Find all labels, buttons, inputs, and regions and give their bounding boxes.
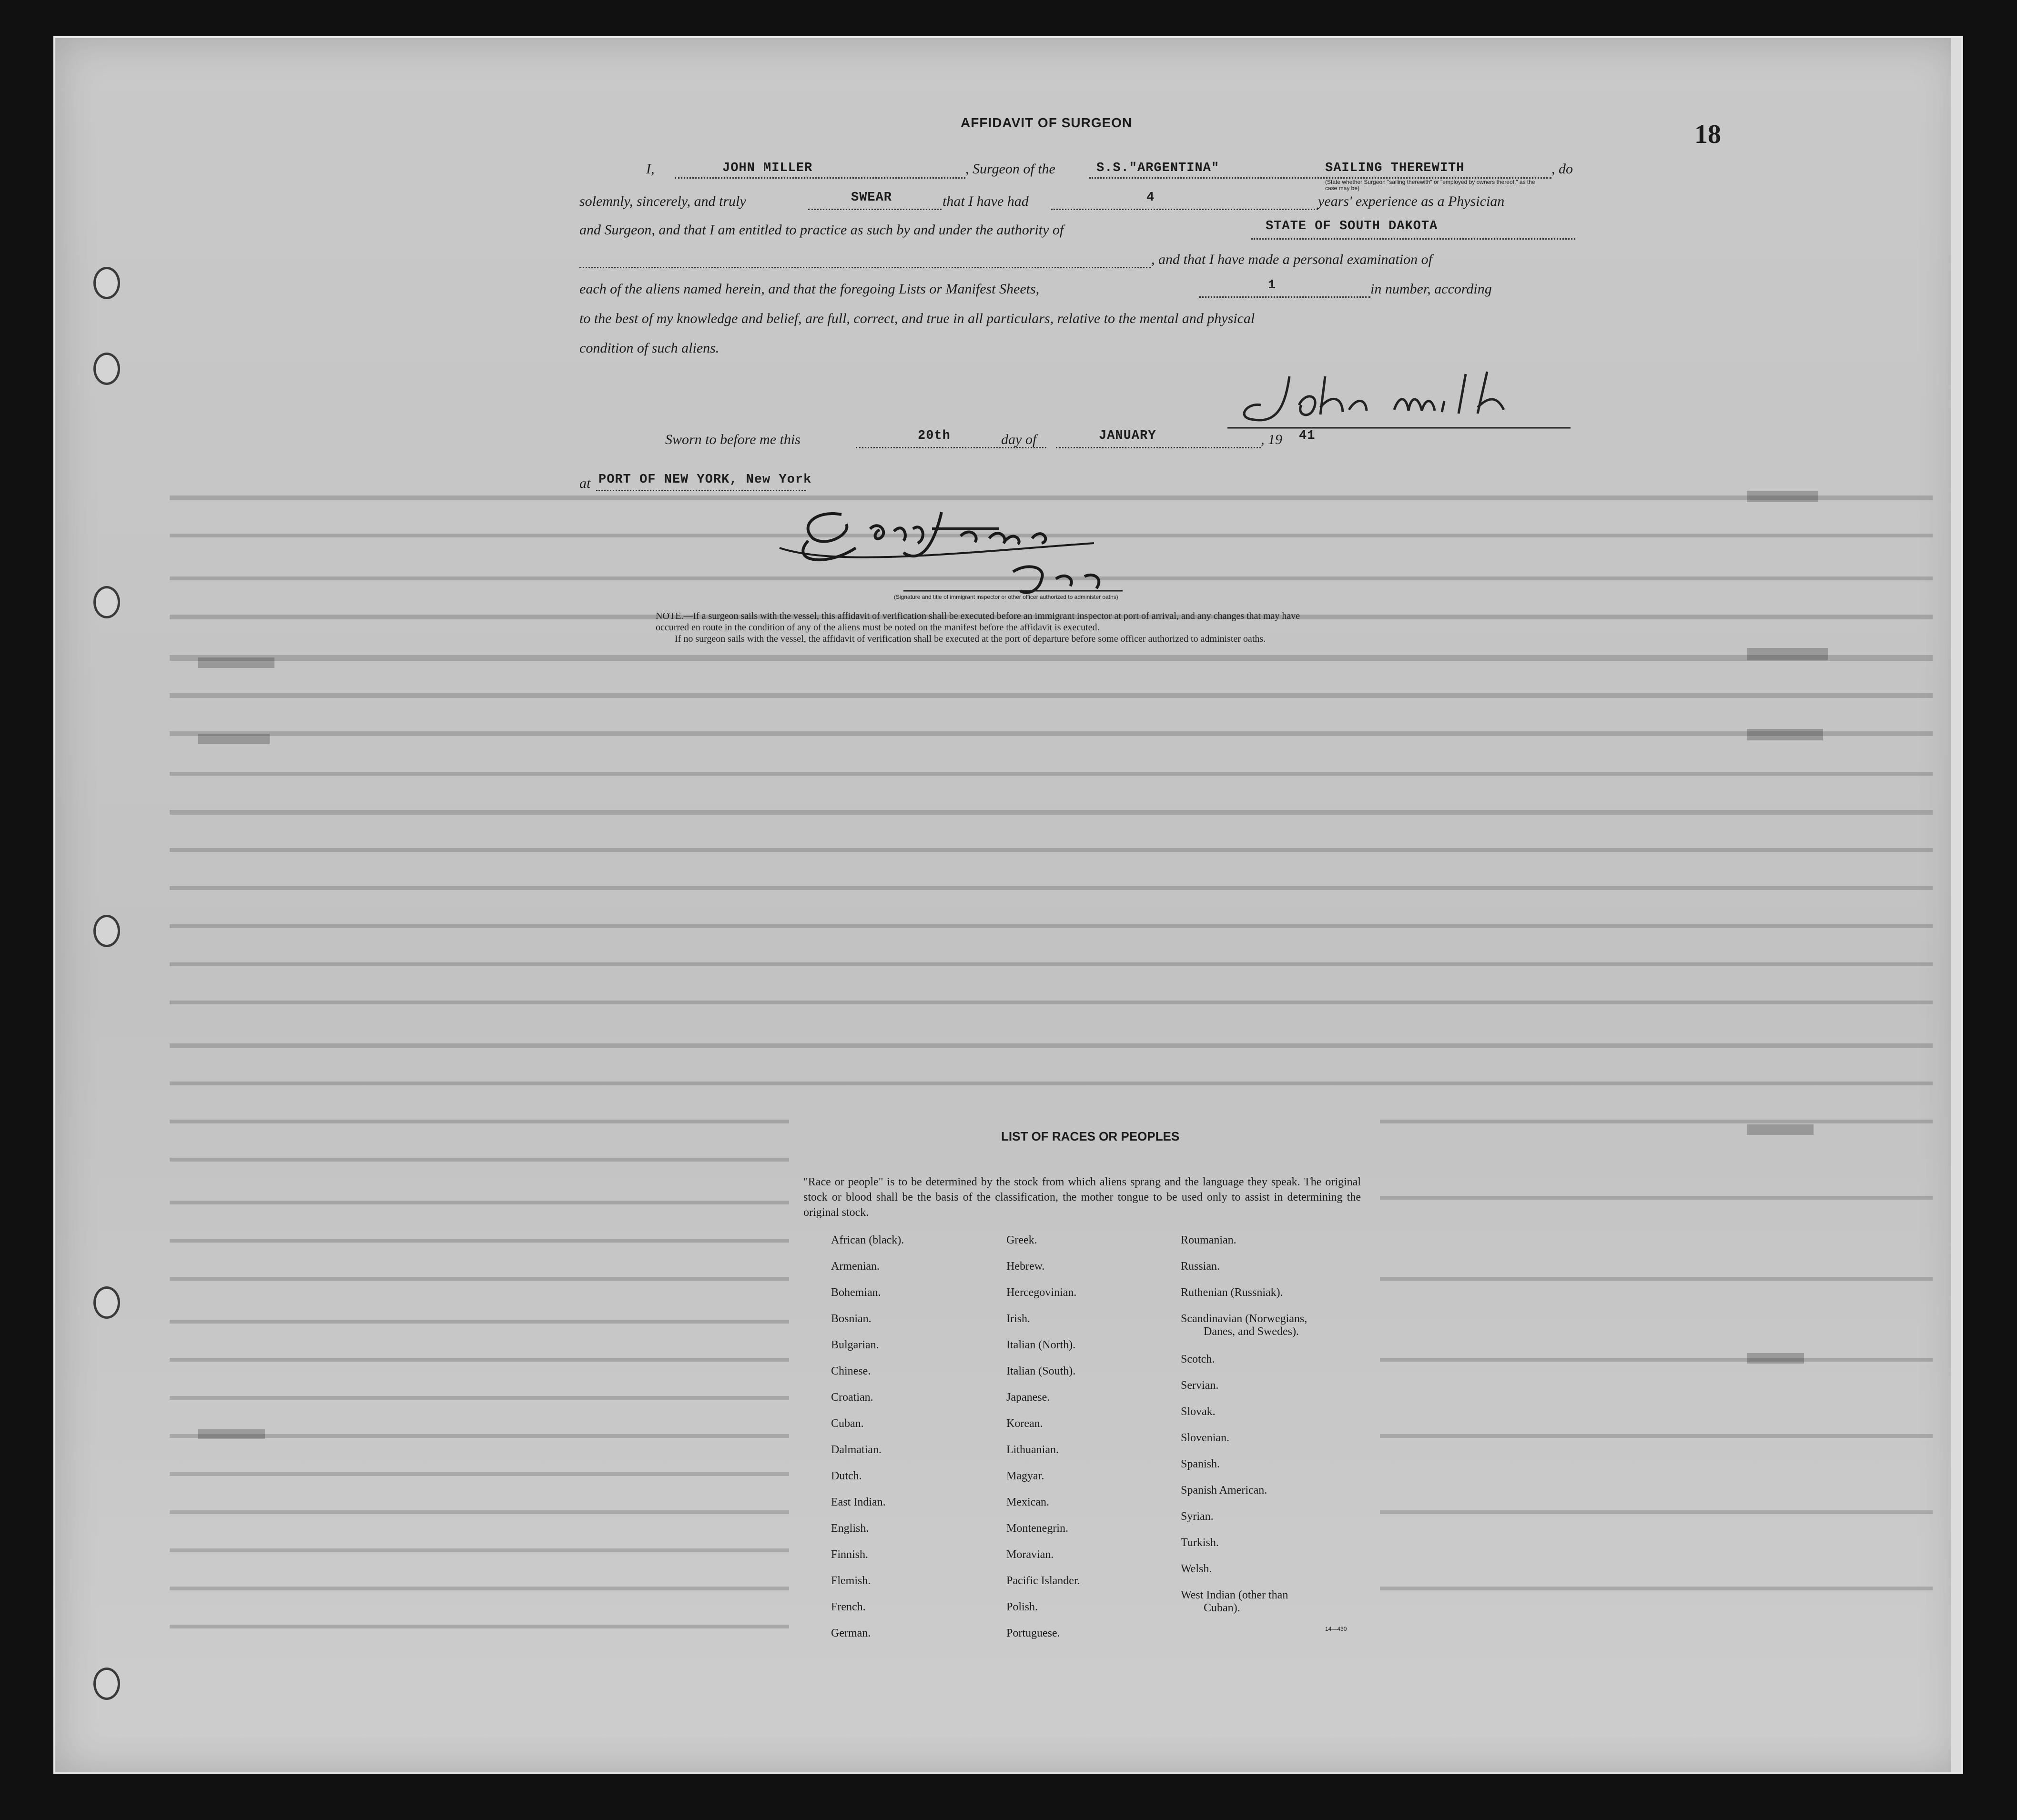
race-item: French. <box>831 1601 866 1613</box>
race-item: Finnish. <box>831 1548 869 1561</box>
race-item: Spanish. <box>1181 1458 1220 1470</box>
race-item: Dalmatian. <box>831 1444 882 1456</box>
race-item: Scandinavian (Norwegians, <box>1181 1313 1308 1325</box>
manifest-sheet-count: 1 <box>1268 278 1277 293</box>
line2-mid: that I have had <box>943 193 1029 209</box>
line7: condition of such aliens. <box>579 340 720 356</box>
sworn-mid: day of <box>1001 432 1037 447</box>
sheets-line <box>1199 296 1370 298</box>
race-item: Bulgarian. <box>831 1339 879 1351</box>
line2-end: years' experience as a Physician <box>1318 193 1505 209</box>
sworn-year-suffix: 41 <box>1299 429 1316 443</box>
race-item: Cuban). <box>1204 1602 1240 1614</box>
race-item: Irish. <box>1006 1313 1030 1325</box>
line1-mid: , Surgeon of the <box>965 161 1055 177</box>
authority-line <box>1251 238 1575 240</box>
note-line3: If no surgeon sails with the vessel, the affidavit of verification shall be executed at the port of departure before some officer authorized to administer oaths. <box>675 634 1266 644</box>
race-item: Montenegrin. <box>1006 1522 1068 1535</box>
races-title: LIST OF RACES OR PEOPLES <box>1001 1129 1180 1143</box>
form-code: 14—430 <box>1325 1626 1347 1632</box>
race-item: Spanish American. <box>1181 1484 1267 1496</box>
race-item: Portuguese. <box>1006 1627 1060 1639</box>
race-item: Scotch. <box>1181 1353 1215 1365</box>
line5-end: in number, according <box>1370 281 1492 297</box>
line1-pre: I, <box>646 161 655 177</box>
surgeon-status: SAILING THEREWITH <box>1325 161 1465 175</box>
race-item: Hercegovinian. <box>1006 1286 1077 1299</box>
line4-end: , and that I have made a personal examination of <box>1151 252 1432 267</box>
race-item: German. <box>831 1627 871 1639</box>
place-line <box>596 490 806 491</box>
race-item: Servian. <box>1181 1379 1219 1392</box>
race-item: Roumanian. <box>1181 1234 1237 1246</box>
note-line2: occurred en route in the condition of any of the aliens must be noted on the manifest before the affidavit is executed. <box>656 622 1100 633</box>
race-item: Flemish. <box>831 1575 871 1587</box>
line6: to the best of my knowledge and belief, are full, correct, and true in all particulars, relative to the mental and physical <box>579 311 1255 326</box>
races-intro: "Race or people" is to be determined by the stock from which aliens sprang and the language they speak. The original stock or blood shall be the basis of the classification, the mother tongue to be used only to assist in determining the original stock. <box>803 1176 1361 1219</box>
race-item: Italian (North). <box>1006 1339 1076 1351</box>
race-item: Slovak. <box>1181 1405 1216 1418</box>
race-item: Bohemian. <box>831 1286 881 1299</box>
years-line <box>1051 209 1318 210</box>
race-item: Bosnian. <box>831 1313 872 1325</box>
race-item: Italian (South). <box>1006 1365 1076 1377</box>
surgeon-name-line <box>675 177 965 179</box>
line3-pre: and Surgeon, and that I am entitled to practice as such by and under the authority of <box>579 222 1064 238</box>
race-item: East Indian. <box>831 1496 886 1508</box>
affidavit-title: AFFIDAVIT OF SURGEON <box>961 115 1133 130</box>
licensing-authority: STATE OF SOUTH DAKOTA <box>1266 219 1438 233</box>
race-item: Moravian. <box>1006 1548 1054 1561</box>
race-item: Armenian. <box>831 1260 880 1273</box>
oath-line <box>808 209 942 210</box>
race-item: Croatian. <box>831 1391 873 1404</box>
race-item: Russian. <box>1181 1260 1220 1273</box>
vessel-name: S.S."ARGENTINA" <box>1096 161 1220 175</box>
sworn-pre: Sworn to before me this <box>665 432 801 447</box>
race-item: English. <box>831 1522 869 1535</box>
years-experience: 4 <box>1146 191 1155 205</box>
race-item: Syrian. <box>1181 1510 1214 1523</box>
race-item: Chinese. <box>831 1365 871 1377</box>
race-item: Pacific Islander. <box>1006 1575 1080 1587</box>
race-item: Mexican. <box>1006 1496 1049 1508</box>
bleed-through-texture <box>55 38 1961 1772</box>
race-item: Polish. <box>1006 1601 1038 1613</box>
race-item: Japanese. <box>1006 1391 1050 1404</box>
race-item: Cuban. <box>831 1417 864 1430</box>
line2-pre: solemnly, sincerely, and truly <box>579 193 746 209</box>
race-item: Greek. <box>1006 1234 1037 1246</box>
line4-blank <box>579 267 1151 268</box>
race-item: Korean. <box>1006 1417 1043 1430</box>
line1-end: , do <box>1551 161 1573 177</box>
sworn-day: 20th <box>918 429 951 443</box>
race-item: Hebrew. <box>1006 1260 1045 1273</box>
sworn-month: JANUARY <box>1099 429 1156 443</box>
place-value: PORT OF NEW YORK, New York <box>598 473 812 487</box>
race-item: Magyar. <box>1006 1470 1044 1482</box>
race-item: Danes, and Swedes). <box>1204 1325 1299 1338</box>
vessel-line <box>1089 177 1328 179</box>
status-note: (State whether Surgeon "sailing therewith" or "employed by owners thereof," as the case may be) <box>1325 179 1535 192</box>
race-item: West Indian (other than <box>1181 1589 1288 1601</box>
race-item: Welsh. <box>1181 1563 1212 1575</box>
race-item: Lithuanian. <box>1006 1444 1059 1456</box>
line5-pre: each of the aliens named herein, and that the foregoing Lists or Manifest Sheets, <box>579 281 1040 297</box>
sworn-year-prefix: , 19 <box>1261 432 1282 447</box>
inspector-caption: (Signature and title of immigrant inspector or other officer authorized to administer oaths) <box>894 594 1118 600</box>
race-item: Turkish. <box>1181 1537 1219 1549</box>
note-line1: NOTE.—If a surgeon sails with the vessel, this affidavit of verification shall be executed before an immigrant inspector at port of arrival, and any changes that may have <box>656 611 1300 621</box>
sworn-month-line <box>1056 447 1261 448</box>
oath-verb: SWEAR <box>851 191 892 205</box>
place-pre: at <box>579 475 591 491</box>
race-item: African (black). <box>831 1234 904 1246</box>
race-item: Slovenian. <box>1181 1432 1229 1444</box>
surgeon-signature <box>1218 357 1580 438</box>
surgeon-name: JOHN MILLER <box>722 161 813 175</box>
page-number: 18 <box>1694 120 1721 149</box>
manifest-sheet <box>53 36 1963 1774</box>
race-item: Ruthenian (Russniak). <box>1181 1286 1283 1299</box>
race-item: Dutch. <box>831 1470 862 1482</box>
